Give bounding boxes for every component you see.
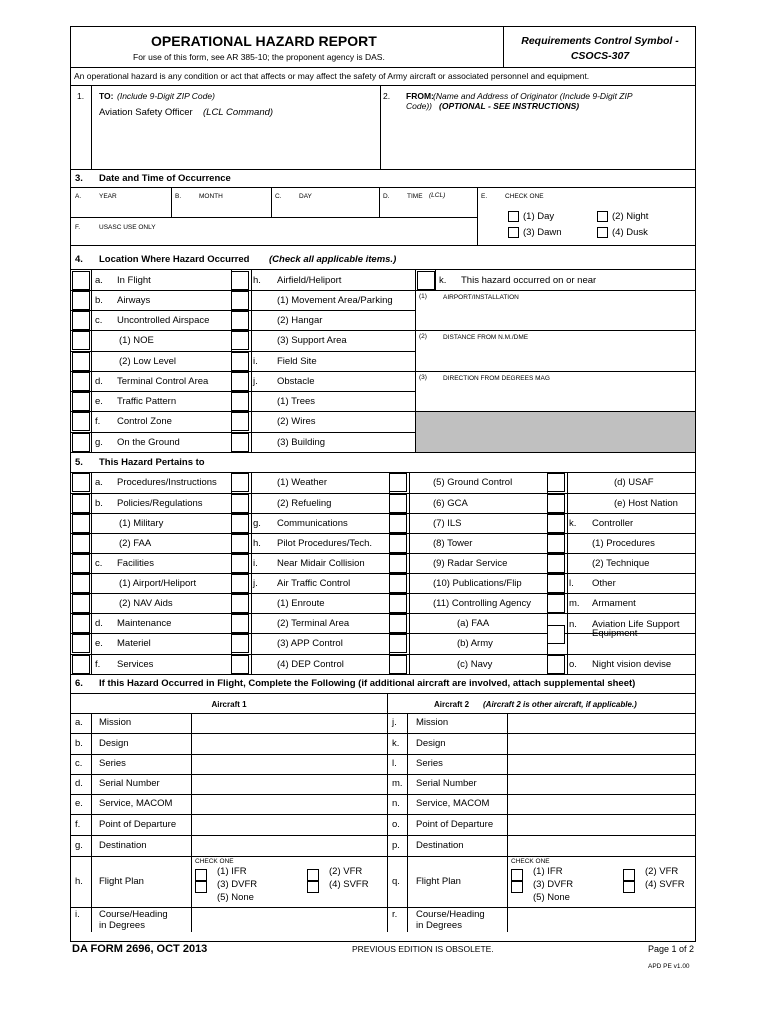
location-option: On the Ground	[117, 437, 180, 448]
pertains-checkbox-col3-8[interactable]	[389, 634, 407, 653]
pertains-letter: f.	[95, 659, 101, 670]
aircraft1-letter: h.	[75, 876, 83, 887]
pertains-option: (10) Publications/Flip	[433, 578, 522, 589]
pertains-option: (2) Terminal Area	[277, 618, 350, 629]
pertains-option: Materiel	[117, 638, 151, 649]
aircraft2-input-m[interactable]	[509, 776, 693, 792]
aircraft2-field-label: Serial Number	[416, 778, 477, 789]
pertains-checkbox-col2-0[interactable]	[231, 473, 249, 492]
location-option: (2) Low Level	[119, 356, 177, 367]
aircraft2-field-label: Point of Departure	[416, 819, 494, 830]
aircraft1-flight-plan-option: (1) IFR	[217, 866, 247, 877]
aircraft1-flight-plan-checkbox-3[interactable]	[195, 881, 207, 893]
aircraft1-field-label: in Degrees	[99, 920, 145, 931]
location-checkbox-col2-5[interactable]	[231, 372, 249, 391]
pertains-option: (2) FAA	[119, 538, 152, 549]
aircraft1-input-e[interactable]	[193, 796, 385, 812]
location-option: (1) Movement Area/Parking	[277, 295, 393, 306]
pertains-option: Equipment	[592, 628, 638, 639]
aircraft1-heading: Aircraft 1	[211, 700, 247, 709]
aircraft2-flight-plan-checkbox-3[interactable]	[511, 881, 523, 893]
aircraft1-input-f[interactable]	[193, 816, 385, 833]
pertains-checkbox-col2-5[interactable]	[231, 574, 249, 593]
pertains-checkbox-col1-7[interactable]	[72, 614, 90, 633]
aircraft1-letter: g.	[75, 840, 83, 851]
aircraft1-letter: d.	[75, 778, 83, 789]
pertains-checkbox-col3-9[interactable]	[389, 655, 407, 674]
aircraft1-input-c[interactable]	[193, 756, 385, 772]
day-field[interactable]	[275, 201, 377, 215]
pertains-checkbox-col3-4[interactable]	[389, 554, 407, 573]
pertains-letter: g.	[253, 518, 261, 529]
to-field[interactable]	[91, 121, 377, 167]
year-field[interactable]	[91, 201, 169, 215]
location-letter: g.	[95, 437, 103, 448]
pertains-checkbox-col2-8[interactable]	[231, 634, 249, 653]
location-checkbox-e[interactable]	[72, 352, 90, 371]
pertains-letter: h.	[253, 538, 261, 549]
aircraft2-letter: n.	[392, 798, 400, 809]
pertains-letter: l.	[569, 578, 574, 589]
obsolete-note: PREVIOUS EDITION IS OBSOLETE.	[352, 944, 494, 954]
pertains-option: Procedures/Instructions	[117, 477, 217, 488]
pertains-option: (2) Technique	[592, 558, 650, 569]
month-field[interactable]	[175, 201, 269, 215]
pertains-checkbox-col2-3[interactable]	[231, 534, 249, 553]
aircraft2-flight-plan-option: (2) VFR	[645, 866, 679, 877]
k-field-input-3[interactable]	[417, 384, 693, 408]
pertains-checkbox-col4-4[interactable]	[547, 554, 565, 573]
time-label: TIME	[407, 193, 423, 200]
pertains-letter: k.	[569, 518, 577, 529]
location-option: (2) Wires	[277, 416, 316, 427]
pertains-checkbox-col4-0[interactable]	[547, 473, 565, 492]
check-one-label: CHECK ONE	[505, 193, 544, 200]
pertains-option: (2) Refueling	[277, 498, 332, 509]
aircraft1-letter: f.	[75, 819, 81, 830]
location-checkbox-col2-2[interactable]	[231, 311, 249, 330]
pertains-checkbox-col1-1[interactable]	[72, 494, 90, 513]
pertains-checkbox-col1-8[interactable]	[72, 634, 90, 653]
aircraft1-flight-plan-option: (3) DVFR	[217, 879, 258, 890]
pertains-option: Near Midair Collision	[277, 558, 365, 569]
pertains-option: (7) ILS	[433, 518, 462, 529]
definition-text: An operational hazard is any condition or act that affects or may affect the safety of Army aircraft or associated personnel and equipment.	[74, 71, 590, 81]
aircraft2-input-l[interactable]	[509, 756, 693, 772]
pertains-option: Facilities	[117, 558, 154, 569]
aircraft2-heading: Aircraft 2	[434, 700, 470, 709]
aircraft2-field-label: in Degrees	[416, 920, 462, 931]
pertains-option: Services	[117, 659, 154, 670]
operational-hazard-form: OPERATIONAL HAZARD REPORT For use of this form, see AR 385-10; the proponent agency is DAS. Requirements Control Symbol - CSOCS-307 An operational hazard is any condition or act that affects or may affect the safety of Army aircraft or associated personnel and equipment. 1. TO: (Include 9-Digit ZIP Code) Aviation Safety Officer (LCL Command) 2. FROM: (Name and Address of Originator (Include 9-Digit ZIP Code)) (OPTIONAL - SEE INSTRUCTIONS) 3. Date and Time of Occurrence A. YEAR B. MONTH C. DAY D. TIME (LCL) E. CHECK ONE F. USASC USE ONLY (1) Day (2) Night (3) Dawn (4) Dusk 4. Location Where Hazard Occurred (Check all applicable items.) a. In Flight h. Airfield/Heliport b. Airways (1) Movement Area/Parking c. Uncontrolled Airspace (2) Hangar (1) NOE (3) Support Area (2) Low Level i. Field Site d. Terminal Control Area j. Obstacle e. Traffic Pattern (1) Trees f. Control Zone (2) Wires g. On the Ground (3) Building k. This hazard occurred on or near (1) AIRPORT/INSTALLATION (2) DISTANCE FROM N.M./DME (3) DIRECTION FROM DEGREES MAG 5. This Hazard Pertains to a. Procedures/Instructions (1) Weather (5) Ground Control b. Policies/Regulations (2) Refueling (6) GCA (1) Military g. Communications (7) ILS (2) FAA h. Pilot Procedures/Tech. (8) Tower c. Facilities i. Near Midair Collision (9) Radar Service (1) Airport/Heliport j. Air Traffic Control (10) Publications/Flip (2) NAV Aids (1) Enroute (11) Controlling Agency d. Maintenance (2) Terminal Area (a) FAA e. Materiel (3) APP Control (b) Army f. Services (4) DEP Control (c) Navy (d) USAF (e) Host Nation k. Controller (1) Procedures (2) Technique l. Other m. Armament n. Aviation Life Support Equipment o. Night vision devise 6. If this Hazard Occurred in Flight, Complete the Following (if additional aircraft are involved, attach supplemental sheet) Aircraft 1 Aircraft 2 (Aircraft 2 is other aircraft, if applicable.) a. Mission j. Mission b. Design k. Design c. Series l. Series d. Serial Number m. Serial Number e. Service, MACOM n. Service, MACOM f. Point of Departure o. Point of Departure g. Destination p. Destination h. Flight Plan q. Flight Plan i. Course/Heading in Degrees r. Course/Heading in Degrees CHECK ONE (1) IFR (2) VFR (3) DVFR (4) SVFR (5) None CHECK ONE (1) IFR (2) VFR (3) DVFR (4) SVFR (5) None	[70, 26, 696, 942]
aircraft1-flight-plan-checkbox-2[interactable]	[307, 869, 319, 881]
location-checkbox-col2-0[interactable]	[231, 271, 249, 290]
pertains-checkbox-col4-2[interactable]	[547, 514, 565, 533]
location-checkbox-i[interactable]	[72, 433, 90, 452]
usasc-label: USASC USE ONLY	[99, 224, 156, 231]
pertains-letter: b.	[95, 498, 103, 509]
aircraft1-flight-plan-option: (5) None	[217, 892, 254, 903]
location-option: (3) Support Area	[277, 335, 347, 346]
pertains-checkbox-col1-2[interactable]	[72, 514, 90, 533]
pertains-checkbox-col4-5[interactable]	[547, 574, 565, 593]
hazard-near-checkbox[interactable]	[417, 271, 435, 290]
location-checkbox-col2-3[interactable]	[231, 331, 249, 350]
aircraft1-field-label: Flight Plan	[99, 876, 144, 887]
pertains-letter: d.	[95, 618, 103, 629]
location-checkbox-col2-6[interactable]	[231, 392, 249, 411]
pertains-checkbox-col1-9[interactable]	[72, 655, 90, 674]
pertains-option: (4) DEP Control	[277, 659, 344, 670]
pertains-option: (6) GCA	[433, 498, 468, 509]
aircraft1-field-label: Serial Number	[99, 778, 160, 789]
location-checkbox-f[interactable]	[72, 372, 90, 391]
location-letter: c.	[95, 315, 103, 326]
pertains-checkbox-col3-5[interactable]	[389, 574, 407, 593]
location-checkbox-col2-8[interactable]	[231, 433, 249, 452]
location-checkbox-a[interactable]	[72, 271, 90, 290]
section4-title: Location Where Hazard Occurred	[99, 254, 250, 265]
pertains-checkbox-col4-6[interactable]	[547, 594, 565, 613]
aircraft2-input-o[interactable]	[509, 816, 693, 833]
pertains-checkbox-col1-5[interactable]	[72, 574, 90, 593]
pertains-checkbox-col4-7[interactable]	[547, 625, 565, 644]
aircraft1-letter: b.	[75, 738, 83, 749]
aircraft2-flight-plan-checkbox-1[interactable]	[511, 869, 523, 881]
pertains-checkbox-col2-9[interactable]	[231, 655, 249, 674]
pertains-option: (9) Radar Service	[433, 558, 508, 569]
pertains-option: (3) APP Control	[277, 638, 343, 649]
aircraft2-input-n[interactable]	[509, 796, 693, 812]
aircraft1-field-label: Mission	[99, 717, 132, 728]
pertains-checkbox-col2-7[interactable]	[231, 614, 249, 633]
location-option: (1) Trees	[277, 396, 316, 407]
aircraft2-field-label: Design	[416, 738, 446, 749]
aircraft1-input-b[interactable]	[193, 735, 385, 752]
pertains-checkbox-col3-2[interactable]	[389, 514, 407, 533]
day-label: DAY	[299, 193, 312, 200]
location-letter: b.	[95, 295, 103, 306]
pertains-checkbox-col3-1[interactable]	[389, 494, 407, 513]
pertains-option: (c) Navy	[457, 659, 493, 670]
pertains-option: (1) Airport/Heliport	[119, 578, 197, 589]
section3-title: Date and Time of Occurrence	[99, 173, 231, 184]
location-checkbox-d[interactable]	[72, 331, 90, 350]
aircraft1-flight-plan-option: (2) VFR	[329, 866, 363, 877]
form-version: APD PE v1.00	[648, 963, 690, 970]
section6-title: If this Hazard Occurred in Flight, Complete the Following (if additional aircraft are involved, attach supplemental sheet)	[99, 678, 636, 689]
from-field[interactable]	[383, 113, 693, 167]
aircraft2-letter: q.	[392, 876, 400, 887]
aircraft2-field-label: Service, MACOM	[416, 798, 490, 809]
pertains-option: (1) Military	[119, 518, 164, 529]
location-option: Obstacle	[277, 376, 315, 387]
pertains-option: Pilot Procedures/Tech.	[277, 538, 373, 549]
pertains-option: (2) NAV Aids	[119, 598, 173, 609]
aircraft2-input-p[interactable]	[509, 837, 693, 854]
aircraft2-field-label: Mission	[416, 717, 449, 728]
location-checkbox-g[interactable]	[72, 392, 90, 411]
shaded-area	[416, 412, 695, 452]
aircraft2-field-label: Flight Plan	[416, 876, 461, 887]
k-field-input-2[interactable]	[417, 343, 693, 367]
pertains-option: (1) Weather	[277, 477, 327, 488]
pertains-option: Aviation Life Support	[592, 619, 680, 630]
location-option: (1) NOE	[119, 335, 154, 346]
aircraft2-letter: o.	[392, 819, 400, 830]
location-letter: h.	[253, 275, 261, 286]
aircraft1-field-label: Service, MACOM	[99, 798, 173, 809]
location-letter: j.	[253, 376, 258, 387]
aircraft1-field-label: Destination	[99, 840, 147, 851]
pertains-option: Night vision devise	[592, 659, 672, 670]
location-checkbox-c[interactable]	[72, 311, 90, 330]
aircraft2-flight-plan-checkbox-4[interactable]	[623, 881, 635, 893]
pertains-letter: o.	[569, 659, 577, 670]
aircraft2-letter: l.	[392, 758, 397, 769]
aircraft1-letter: c.	[75, 758, 83, 769]
location-checkbox-col2-1[interactable]	[231, 291, 249, 310]
form-subtitle: For use of this form, see AR 385-10; the proponent agency is DAS.	[133, 52, 385, 62]
pertains-option: Controller	[592, 518, 634, 529]
pertains-option: (e) Host Nation	[614, 498, 678, 509]
aircraft2-field-label: Destination	[416, 840, 464, 851]
aircraft1-field-label: Design	[99, 738, 129, 749]
pertains-letter: m.	[569, 598, 580, 609]
location-checkbox-col2-4[interactable]	[231, 352, 249, 371]
pertains-option: (11) Controlling Agency	[433, 598, 532, 609]
k-field-input-1[interactable]	[417, 303, 693, 327]
location-option: Terminal Control Area	[117, 376, 209, 387]
aircraft1-field-label: Point of Departure	[99, 819, 177, 830]
year-label: YEAR	[99, 193, 117, 200]
aircraft1-input-g[interactable]	[193, 837, 385, 854]
aircraft1-input-i[interactable]	[193, 909, 385, 930]
aircraft1-input-a[interactable]	[193, 715, 385, 731]
to-value: Aviation Safety Officer	[99, 107, 193, 118]
pertains-letter: j.	[253, 578, 258, 589]
aircraft1-letter: a.	[75, 717, 83, 728]
location-option: Traffic Pattern	[117, 396, 177, 407]
pertains-letter: n.	[569, 619, 577, 630]
pertains-checkbox-col4-8[interactable]	[547, 655, 565, 674]
pertains-checkbox-col3-3[interactable]	[389, 534, 407, 553]
aircraft2-field-label: Series	[416, 758, 443, 769]
location-option: (3) Building	[277, 437, 326, 448]
pertains-checkbox-col1-4[interactable]	[72, 554, 90, 573]
aircraft2-letter: p.	[392, 840, 400, 851]
aircraft1-flight-plan-checkbox-1[interactable]	[195, 869, 207, 881]
aircraft2-letter: k.	[392, 738, 400, 749]
day-checkbox[interactable]	[508, 211, 519, 222]
pertains-checkbox-col2-4[interactable]	[231, 554, 249, 573]
aircraft2-flight-plan-option: (5) None	[533, 892, 570, 903]
location-option: Airways	[117, 295, 151, 306]
pertains-option: (1) Enroute	[277, 598, 325, 609]
aircraft1-input-d[interactable]	[193, 776, 385, 792]
aircraft2-letter: r.	[392, 909, 398, 920]
aircraft1-flight-plan-checkbox-4[interactable]	[307, 881, 319, 893]
pertains-option: Air Traffic Control	[277, 578, 351, 589]
aircraft2-flight-plan-option: (3) DVFR	[533, 879, 574, 890]
location-checkbox-h[interactable]	[72, 412, 90, 431]
aircraft2-flight-plan-option: (4) SVFR	[645, 879, 685, 890]
pertains-letter: a.	[95, 477, 103, 488]
location-letter: a.	[95, 275, 103, 286]
to-label: TO:	[99, 91, 114, 101]
location-letter: i.	[253, 356, 258, 367]
aircraft2-letter: j.	[392, 717, 397, 728]
location-option: In Flight	[117, 275, 151, 286]
location-letter: k.	[439, 275, 447, 286]
location-option: Uncontrolled Airspace	[117, 315, 210, 326]
dawn-checkbox[interactable]	[508, 227, 519, 238]
pertains-option: (d) USAF	[614, 477, 654, 488]
pertains-option: Maintenance	[117, 618, 172, 629]
rcs-label: Requirements Control Symbol -	[521, 35, 679, 47]
pertains-checkbox-col2-1[interactable]	[231, 494, 249, 513]
location-letter: d.	[95, 376, 103, 387]
pertains-option: (1) Procedures	[592, 538, 655, 549]
pertains-checkbox-col1-3[interactable]	[72, 534, 90, 553]
aircraft2-flight-plan-option: (1) IFR	[533, 866, 563, 877]
aircraft1-field-label: Course/Heading	[99, 909, 168, 920]
pertains-option: (b) Army	[457, 638, 493, 649]
pertains-checkbox-col3-7[interactable]	[389, 614, 407, 633]
aircraft2-letter: m.	[392, 778, 403, 789]
pertains-checkbox-col3-6[interactable]	[389, 594, 407, 613]
form-id: DA FORM 2696, OCT 2013	[72, 943, 208, 955]
location-option: (2) Hangar	[277, 315, 323, 326]
location-checkbox-b[interactable]	[72, 291, 90, 310]
pertains-option: (5) Ground Control	[433, 477, 513, 488]
k-field-label: DISTANCE FROM N.M./DME	[443, 334, 529, 341]
pertains-checkbox-col2-2[interactable]	[231, 514, 249, 533]
location-letter: f.	[95, 416, 101, 427]
pertains-option: (a) FAA	[457, 618, 490, 629]
pertains-option: Other	[592, 578, 616, 589]
aircraft1-field-label: Series	[99, 758, 126, 769]
aircraft1-letter: e.	[75, 798, 83, 809]
aircraft2-field-label: Course/Heading	[416, 909, 485, 920]
location-option: Airfield/Heliport	[277, 275, 342, 286]
pertains-option: Communications	[277, 518, 348, 529]
hazard-near-label: This hazard occurred on or near	[461, 275, 597, 286]
time-field[interactable]	[383, 201, 475, 215]
aircraft2-input-k[interactable]	[509, 735, 693, 752]
form-title: OPERATIONAL HAZARD REPORT	[151, 33, 377, 49]
pertains-letter: e.	[95, 638, 103, 649]
aircraft2-input-j[interactable]	[509, 715, 693, 731]
from-label: FROM:	[406, 91, 434, 101]
pertains-checkbox-col1-6[interactable]	[72, 594, 90, 613]
pertains-option: Policies/Regulations	[117, 498, 203, 509]
aircraft1-letter: i.	[75, 909, 80, 920]
section5-title: This Hazard Pertains to	[99, 457, 205, 468]
location-checkbox-col2-7[interactable]	[231, 412, 249, 431]
k-field-label: AIRPORT/INSTALLATION	[443, 294, 519, 301]
pertains-option: Armament	[592, 598, 636, 609]
aircraft2-input-r[interactable]	[509, 909, 693, 930]
k-field-label: DIRECTION FROM DEGREES MAG	[443, 375, 550, 382]
pertains-option: (8) Tower	[433, 538, 473, 549]
dusk-checkbox[interactable]	[597, 227, 608, 238]
pertains-checkbox-col4-1[interactable]	[547, 494, 565, 513]
page-number: Page 1 of 2	[648, 944, 695, 954]
rcs-code: CSOCS-307	[570, 50, 630, 62]
pertains-checkbox-col2-6[interactable]	[231, 594, 249, 613]
pertains-checkbox-col3-0[interactable]	[389, 473, 407, 492]
aircraft1-flight-plan-option: (4) SVFR	[329, 879, 369, 890]
location-letter: e.	[95, 396, 103, 407]
location-option: Field Site	[277, 356, 317, 367]
pertains-letter: c.	[95, 558, 103, 569]
pertains-letter: i.	[253, 558, 258, 569]
pertains-checkbox-col4-3[interactable]	[547, 534, 565, 553]
night-checkbox[interactable]	[597, 211, 608, 222]
pertains-checkbox-col1-0[interactable]	[72, 473, 90, 492]
aircraft2-flight-plan-checkbox-2[interactable]	[623, 869, 635, 881]
location-option: Control Zone	[117, 416, 172, 427]
month-label: MONTH	[199, 193, 223, 200]
